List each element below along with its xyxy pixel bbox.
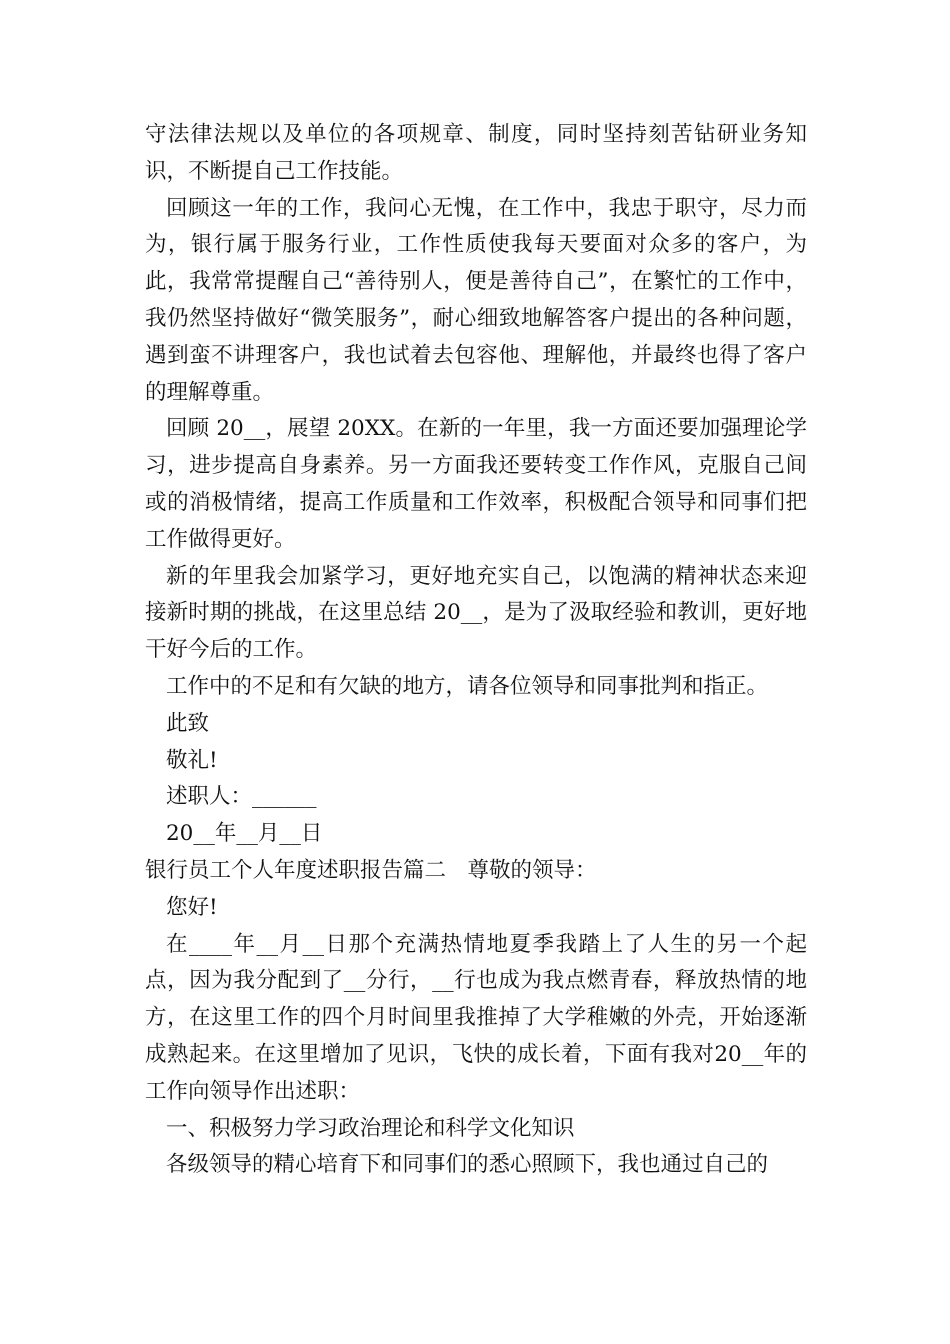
paragraph-6: 在____年__月__日那个充满热情地夏季我踏上了人生的另一个起点，因为我分配到了__分行，__行也成为我点燃青春，释放热情的地方，在这里工作的四个月时间里我推掉了大学稚嫩的外壳，开始逐渐成熟起来。在这里增加了见识，飞快的成长着，下面有我对20__年的工作向领导作出述职： bbox=[145, 931, 807, 1104]
signature-line: 述职人：______ bbox=[166, 784, 317, 810]
paragraph-1: 守法律法规以及单位的各项规章、制度，同时坚持刻苦钻研业务知识，不断提自己工作技能。 bbox=[145, 122, 807, 184]
paragraph-2: 回顾这一年的工作，我问心无愧，在工作中，我忠于职守，尽力而为，银行属于服务行业，工作性质使我每天要面对众多的客户，为此，我常常提醒自己“善待别人，便是善待自己”，在繁忙的工作中，我仍然坚持做好“微笑服务”，耐心细致地解答客户提出的各种问题，遇到蛮不讲理客户，我也试着去包容他、理解他，并最终也得了客户的理解尊重。 bbox=[145, 195, 807, 405]
paragraph-7: 各级领导的精心培育下和同事们的悉心照顾下，我也通过自己的 bbox=[166, 1152, 769, 1178]
paragraph-4: 新的年里我会加紧学习，更好地充实自己，以饱满的精神状态来迎接新时期的挑战，在这里总结 20__，是为了汲取经验和教训，更好地干好今后的工作。 bbox=[145, 563, 807, 663]
paragraph-5: 工作中的不足和有欠缺的地方，请各位领导和同事批判和指正。 bbox=[166, 673, 769, 699]
section-title: 银行员工个人年度述职报告篇二 尊敬的领导： bbox=[145, 857, 597, 883]
greeting: 您好! bbox=[166, 894, 218, 920]
closing-regards: 敬礼! bbox=[166, 747, 218, 773]
closing-salutation: 此致 bbox=[166, 710, 210, 736]
document-body bbox=[145, 117, 807, 1184]
paragraph-3: 回顾 20__，展望 20XX。在新的一年里，我一方面还要加强理论学习，进步提高自身素养。另一方面我还要转变工作作风，克服自己间或的消极情绪，提高工作质量和工作效率，积极配合领导和同事们把工作做得更好。 bbox=[145, 416, 807, 552]
date-line: 20__年__月__日 bbox=[166, 821, 323, 847]
heading-1: 一、积极努力学习政治理论和科学文化知识 bbox=[166, 1115, 575, 1141]
